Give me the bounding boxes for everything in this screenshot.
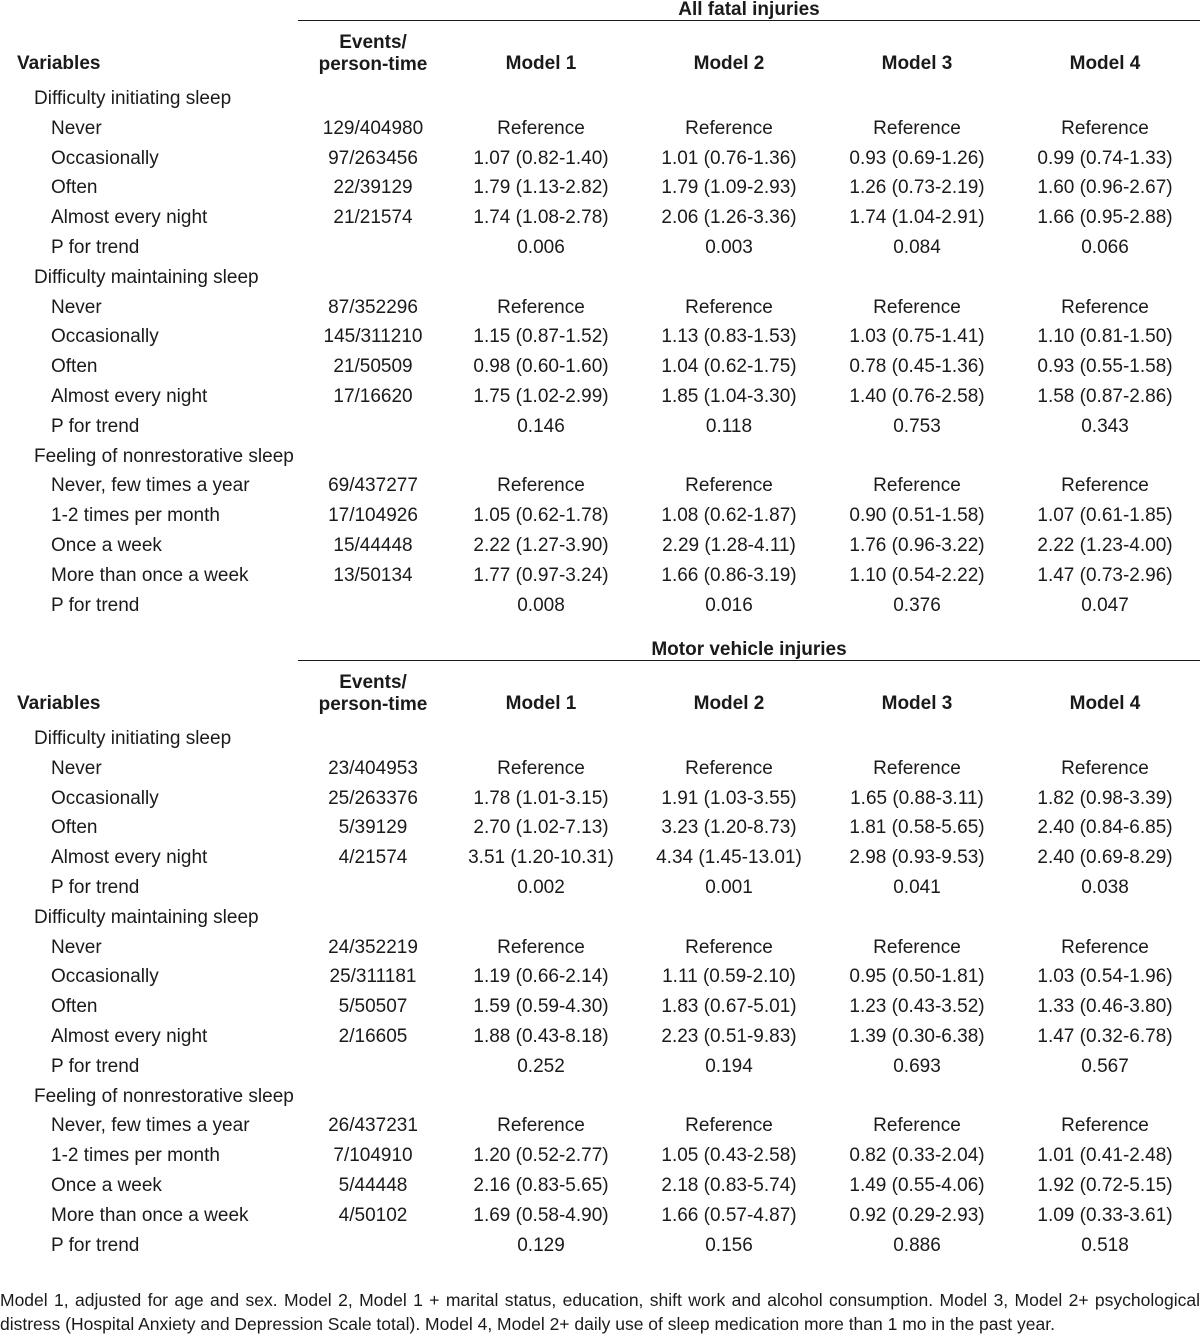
model-3-cell: 1.10 (0.54-2.22) bbox=[849, 564, 985, 586]
table-row bbox=[0, 293, 1200, 323]
table-row bbox=[0, 933, 1200, 963]
table-row bbox=[0, 992, 1200, 1022]
model-2-cell: 2.18 (0.83-5.74) bbox=[661, 1174, 797, 1196]
row-label: Difficulty maintaining sleep bbox=[34, 266, 259, 288]
table-row bbox=[0, 114, 1200, 144]
row-label: Once a week bbox=[51, 534, 162, 556]
model-4-cell: Reference bbox=[1061, 757, 1149, 779]
model-2-cell: 1.08 (0.62-1.87) bbox=[661, 505, 797, 527]
model-4-cell: 0.567 bbox=[1081, 1055, 1129, 1077]
model-3-cell: Reference bbox=[873, 296, 961, 318]
model-1-cell: 0.146 bbox=[517, 415, 565, 437]
table-row bbox=[0, 1111, 1200, 1141]
model-3-cell: 1.74 (1.04-2.91) bbox=[849, 207, 985, 229]
model-4-cell: Reference bbox=[1061, 936, 1149, 958]
table-row bbox=[0, 813, 1200, 843]
model-3-cell: 0.92 (0.29-2.93) bbox=[849, 1204, 985, 1226]
table-row bbox=[0, 1141, 1200, 1171]
model-2-cell: 0.194 bbox=[705, 1055, 753, 1077]
model-3-cell: 1.40 (0.76-2.58) bbox=[849, 385, 985, 407]
model-3-cell: 0.93 (0.69-1.26) bbox=[849, 147, 985, 169]
header-model-1: Model 1 bbox=[505, 693, 577, 714]
model-4-cell: Reference bbox=[1061, 475, 1149, 497]
model-3-cell: 1.81 (0.58-5.65) bbox=[849, 817, 985, 839]
table-row bbox=[0, 471, 1200, 501]
row-label: Often bbox=[51, 817, 98, 839]
row-label: Never, few times a year bbox=[51, 1115, 250, 1137]
header-model-4: Model 4 bbox=[1069, 53, 1141, 74]
table-group-row bbox=[0, 903, 1200, 933]
table-row bbox=[0, 1171, 1200, 1201]
table-row bbox=[0, 1022, 1200, 1052]
row-label: Almost every night bbox=[51, 385, 208, 407]
model-4-cell: 0.93 (0.55-1.58) bbox=[1037, 356, 1173, 378]
model-2-cell: Reference bbox=[685, 117, 773, 139]
header-variables: Variables bbox=[17, 53, 101, 74]
model-3-cell: 1.39 (0.30-6.38) bbox=[849, 1025, 985, 1047]
header-events-line2: person-time bbox=[318, 54, 428, 75]
events-cell: 21/21574 bbox=[333, 207, 413, 229]
model-4-cell: 1.07 (0.61-1.85) bbox=[1037, 505, 1173, 527]
model-2-cell: 1.66 (0.57-4.87) bbox=[661, 1204, 797, 1226]
table-group-row bbox=[0, 724, 1200, 754]
model-2-cell: 1.01 (0.76-1.36) bbox=[661, 147, 797, 169]
model-2-cell: 1.79 (1.09-2.93) bbox=[661, 177, 797, 199]
model-1-cell: 1.59 (0.59-4.30) bbox=[473, 996, 609, 1018]
section-rule bbox=[298, 20, 1200, 21]
model-1-cell: 1.07 (0.82-1.40) bbox=[473, 147, 609, 169]
row-label: Almost every night bbox=[51, 1025, 208, 1047]
row-label: Never, few times a year bbox=[51, 475, 250, 497]
model-2-cell: 0.001 bbox=[705, 876, 753, 898]
events-cell: 87/352296 bbox=[328, 296, 418, 318]
model-3-cell: 0.90 (0.51-1.58) bbox=[849, 505, 985, 527]
model-1-cell: 1.20 (0.52-2.77) bbox=[473, 1145, 609, 1167]
row-label: 1-2 times per month bbox=[51, 1145, 220, 1167]
row-label: P for trend bbox=[51, 876, 140, 898]
row-label: Feeling of nonrestorative sleep bbox=[34, 1085, 294, 1107]
model-1-cell: 0.008 bbox=[517, 594, 565, 616]
model-4-cell: 1.92 (0.72-5.15) bbox=[1037, 1174, 1173, 1196]
table-row bbox=[0, 144, 1200, 174]
row-label: Occasionally bbox=[51, 326, 159, 348]
model-4-cell: 0.518 bbox=[1081, 1234, 1129, 1256]
row-label: Difficulty maintaining sleep bbox=[34, 906, 259, 928]
model-4-cell: 1.66 (0.95-2.88) bbox=[1037, 207, 1173, 229]
events-cell: 22/39129 bbox=[333, 177, 413, 199]
model-1-cell: Reference bbox=[497, 936, 585, 958]
model-3-cell: 0.041 bbox=[893, 876, 941, 898]
model-2-cell: 1.04 (0.62-1.75) bbox=[661, 356, 797, 378]
events-cell: 69/437277 bbox=[328, 475, 418, 497]
table-row bbox=[0, 382, 1200, 412]
header-model-2: Model 2 bbox=[693, 53, 765, 74]
section-rule bbox=[298, 660, 1200, 661]
model-1-cell: 1.88 (0.43-8.18) bbox=[473, 1025, 609, 1047]
model-4-cell: 1.82 (0.98-3.39) bbox=[1037, 787, 1173, 809]
table-row bbox=[0, 561, 1200, 591]
header-variables: Variables bbox=[17, 693, 101, 714]
events-cell: 15/44448 bbox=[333, 534, 413, 556]
model-4-cell: 0.038 bbox=[1081, 876, 1129, 898]
events-cell: 7/104910 bbox=[333, 1145, 413, 1167]
table-row bbox=[0, 843, 1200, 873]
row-label: Never bbox=[51, 296, 102, 318]
model-1-cell: 1.15 (0.87-1.52) bbox=[473, 326, 609, 348]
table-body bbox=[0, 724, 1200, 1260]
model-4-cell: 0.066 bbox=[1081, 236, 1129, 258]
model-2-cell: Reference bbox=[685, 1115, 773, 1137]
events-cell: 4/21574 bbox=[338, 847, 408, 869]
model-2-cell: 1.83 (0.67-5.01) bbox=[661, 996, 797, 1018]
row-label: Never bbox=[51, 936, 102, 958]
model-1-cell: 1.79 (1.13-2.82) bbox=[473, 177, 609, 199]
model-1-cell: 3.51 (1.20-10.31) bbox=[468, 847, 614, 869]
header-events bbox=[298, 672, 448, 716]
model-3-cell: 0.084 bbox=[893, 236, 941, 258]
header-model-1: Model 1 bbox=[505, 53, 577, 74]
header-events-line2: person-time bbox=[318, 694, 428, 715]
model-3-cell: Reference bbox=[873, 936, 961, 958]
table-row bbox=[0, 203, 1200, 233]
row-label: Difficulty initiating sleep bbox=[34, 88, 232, 109]
table-row bbox=[0, 233, 1200, 263]
model-3-cell: 1.65 (0.88-3.11) bbox=[850, 787, 984, 809]
model-3-cell: Reference bbox=[873, 117, 961, 139]
model-1-cell: Reference bbox=[497, 296, 585, 318]
model-1-cell: 0.002 bbox=[517, 876, 565, 898]
events-cell: 5/44448 bbox=[338, 1174, 408, 1196]
model-2-cell: 1.11 (0.59-2.10) bbox=[662, 966, 796, 988]
row-label: Never bbox=[51, 117, 102, 139]
model-4-cell: 1.58 (0.87-2.86) bbox=[1037, 385, 1173, 407]
model-1-cell: 0.129 bbox=[517, 1234, 565, 1256]
table-group-row bbox=[0, 263, 1200, 293]
table-row bbox=[0, 1201, 1200, 1231]
model-3-cell: 0.886 bbox=[893, 1234, 941, 1256]
model-1-cell: 2.22 (1.27-3.90) bbox=[473, 534, 609, 556]
model-1-cell: 2.70 (1.02-7.13) bbox=[473, 817, 609, 839]
model-3-cell: 1.26 (0.73-2.19) bbox=[849, 177, 985, 199]
row-label: Occasionally bbox=[51, 147, 159, 169]
model-3-cell: 0.95 (0.50-1.81) bbox=[849, 966, 985, 988]
table-row bbox=[0, 873, 1200, 903]
table-body bbox=[0, 84, 1200, 620]
model-2-cell: Reference bbox=[685, 475, 773, 497]
events-cell: 4/50102 bbox=[338, 1204, 408, 1226]
events-cell: 26/437231 bbox=[328, 1115, 418, 1137]
model-2-cell: Reference bbox=[685, 296, 773, 318]
events-cell: 5/50507 bbox=[338, 996, 408, 1018]
table-row bbox=[0, 1052, 1200, 1082]
row-label: Often bbox=[51, 356, 98, 378]
row-label: 1-2 times per month bbox=[51, 505, 220, 527]
events-cell: 21/50509 bbox=[333, 356, 413, 378]
model-4-cell: 1.01 (0.41-2.48) bbox=[1037, 1145, 1173, 1167]
table-group-row bbox=[0, 84, 1200, 114]
model-2-cell: Reference bbox=[685, 936, 773, 958]
row-label: P for trend bbox=[51, 1234, 140, 1256]
model-1-cell: 1.74 (1.08-2.78) bbox=[473, 207, 609, 229]
model-3-cell: Reference bbox=[873, 757, 961, 779]
row-label: Often bbox=[51, 177, 98, 199]
header-model-2: Model 2 bbox=[693, 693, 765, 714]
model-3-cell: 0.82 (0.33-2.04) bbox=[849, 1145, 985, 1167]
header-model-3: Model 3 bbox=[881, 693, 953, 714]
header-events-line1: Events/ bbox=[339, 672, 407, 693]
model-2-cell: 0.156 bbox=[705, 1234, 753, 1256]
table-row bbox=[0, 173, 1200, 203]
model-1-cell: 0.98 (0.60-1.60) bbox=[473, 356, 609, 378]
table-row bbox=[0, 501, 1200, 531]
model-1-cell: 1.77 (0.97-3.24) bbox=[473, 564, 609, 586]
model-2-cell: 1.13 (0.83-1.53) bbox=[661, 326, 797, 348]
row-label: Difficulty initiating sleep bbox=[34, 728, 232, 749]
model-3-cell: 2.98 (0.93-9.53) bbox=[849, 847, 985, 869]
model-2-cell: Reference bbox=[685, 757, 773, 779]
model-1-cell: Reference bbox=[497, 1115, 585, 1137]
model-4-cell: 2.40 (0.84-6.85) bbox=[1037, 817, 1173, 839]
model-1-cell: 1.19 (0.66-2.14) bbox=[473, 966, 609, 988]
model-2-cell: 1.66 (0.86-3.19) bbox=[661, 564, 797, 586]
events-cell: 23/404953 bbox=[328, 757, 418, 779]
events-cell: 145/311210 bbox=[323, 326, 423, 348]
row-label: P for trend bbox=[51, 1055, 140, 1077]
row-label: More than once a week bbox=[51, 1204, 249, 1226]
model-1-cell: Reference bbox=[497, 757, 585, 779]
model-3-cell: Reference bbox=[873, 1115, 961, 1137]
row-label: Feeling of nonrestorative sleep bbox=[34, 445, 294, 467]
model-4-cell: 1.03 (0.54-1.96) bbox=[1037, 966, 1173, 988]
row-label: Occasionally bbox=[51, 966, 159, 988]
model-1-cell: 2.16 (0.83-5.65) bbox=[473, 1174, 609, 1196]
section-title: Motor vehicle injuries bbox=[651, 639, 847, 660]
table-row bbox=[0, 962, 1200, 992]
table-row bbox=[0, 322, 1200, 352]
row-label: Almost every night bbox=[51, 847, 208, 869]
model-2-cell: 1.05 (0.43-2.58) bbox=[661, 1145, 797, 1167]
events-cell: 5/39129 bbox=[338, 817, 408, 839]
events-cell: 17/16620 bbox=[333, 385, 413, 407]
header-model-3: Model 3 bbox=[881, 53, 953, 74]
model-4-cell: 0.343 bbox=[1081, 415, 1129, 437]
row-label: P for trend bbox=[51, 594, 140, 616]
model-1-cell: 1.75 (1.02-2.99) bbox=[473, 385, 609, 407]
table-footnote: Model 1, adjusted for age and sex. Model 2, Model 1 + marital status, education, shift work and alcohol consumption. Model 3, Model 2+ psychological distress (Hospital Anxiety and Depression Scale total). Model 4, Model 2+ daily use of sleep medication more than 1 mo in the past year. bbox=[0, 1290, 1200, 1334]
model-3-cell: 1.03 (0.75-1.41) bbox=[849, 326, 985, 348]
table-row bbox=[0, 531, 1200, 561]
events-cell: 129/404980 bbox=[322, 117, 424, 139]
model-2-cell: 4.34 (1.45-13.01) bbox=[656, 847, 802, 869]
events-cell: 17/104926 bbox=[328, 505, 418, 527]
model-4-cell: 0.99 (0.74-1.33) bbox=[1037, 147, 1173, 169]
model-3-cell: Reference bbox=[873, 475, 961, 497]
model-4-cell: 1.47 (0.32-6.78) bbox=[1037, 1025, 1173, 1047]
header-events-line1: Events/ bbox=[339, 32, 407, 53]
model-3-cell: 0.78 (0.45-1.36) bbox=[849, 356, 985, 378]
model-4-cell: 1.47 (0.73-2.96) bbox=[1037, 564, 1173, 586]
model-3-cell: 1.49 (0.55-4.06) bbox=[849, 1174, 985, 1196]
table-row bbox=[0, 412, 1200, 442]
model-2-cell: 0.016 bbox=[705, 594, 753, 616]
model-4-cell: 2.40 (0.69-8.29) bbox=[1037, 847, 1173, 869]
model-3-cell: 1.76 (0.96-3.22) bbox=[849, 534, 985, 556]
model-4-cell: 1.60 (0.96-2.67) bbox=[1037, 177, 1173, 199]
row-label: Almost every night bbox=[51, 207, 208, 229]
model-2-cell: 2.23 (0.51-9.83) bbox=[661, 1025, 797, 1047]
events-cell: 25/263376 bbox=[328, 787, 418, 809]
table-group-row bbox=[0, 442, 1200, 472]
model-3-cell: 1.23 (0.43-3.52) bbox=[849, 996, 985, 1018]
model-4-cell: 1.33 (0.46-3.80) bbox=[1037, 996, 1173, 1018]
table-row bbox=[0, 754, 1200, 784]
row-label: Occasionally bbox=[51, 787, 159, 809]
model-3-cell: 0.693 bbox=[893, 1055, 941, 1077]
table-group-row bbox=[0, 1082, 1200, 1112]
events-cell: 97/263456 bbox=[328, 147, 418, 169]
model-4-cell: Reference bbox=[1061, 1115, 1149, 1137]
model-2-cell: 2.06 (1.26-3.36) bbox=[661, 207, 797, 229]
model-4-cell: 2.22 (1.23-4.00) bbox=[1037, 534, 1173, 556]
table-row bbox=[0, 1231, 1200, 1261]
row-label: Once a week bbox=[51, 1174, 162, 1196]
model-4-cell: Reference bbox=[1061, 117, 1149, 139]
row-label: Often bbox=[51, 996, 98, 1018]
model-2-cell: 3.23 (1.20-8.73) bbox=[661, 817, 797, 839]
row-label: P for trend bbox=[51, 415, 140, 437]
section-title: All fatal injuries bbox=[678, 0, 820, 20]
model-2-cell: 0.118 bbox=[705, 415, 753, 437]
row-label: More than once a week bbox=[51, 564, 249, 586]
model-1-cell: 0.252 bbox=[517, 1055, 565, 1077]
model-4-cell: 0.047 bbox=[1081, 594, 1129, 616]
model-1-cell: 1.05 (0.62-1.78) bbox=[473, 505, 609, 527]
model-2-cell: 1.85 (1.04-3.30) bbox=[661, 385, 797, 407]
model-4-cell: Reference bbox=[1061, 296, 1149, 318]
header-model-4: Model 4 bbox=[1069, 693, 1141, 714]
model-3-cell: 0.753 bbox=[893, 415, 941, 437]
model-1-cell: 0.006 bbox=[517, 236, 565, 258]
model-2-cell: 2.29 (1.28-4.11) bbox=[662, 534, 796, 556]
table-row bbox=[0, 591, 1200, 621]
model-1-cell: Reference bbox=[497, 117, 585, 139]
model-2-cell: 1.91 (1.03-3.55) bbox=[661, 787, 797, 809]
model-3-cell: 0.376 bbox=[893, 594, 941, 616]
table-row bbox=[0, 352, 1200, 382]
model-4-cell: 1.10 (0.81-1.50) bbox=[1037, 326, 1173, 348]
header-events bbox=[298, 32, 448, 76]
events-cell: 13/50134 bbox=[333, 564, 413, 586]
model-2-cell: 0.003 bbox=[705, 236, 753, 258]
model-1-cell: 1.78 (1.01-3.15) bbox=[473, 787, 609, 809]
model-4-cell: 1.09 (0.33-3.61) bbox=[1037, 1204, 1173, 1226]
events-cell: 25/311181 bbox=[329, 966, 417, 988]
events-cell: 24/352219 bbox=[328, 936, 418, 958]
row-label: P for trend bbox=[51, 236, 140, 258]
row-label: Never bbox=[51, 757, 102, 779]
model-1-cell: 1.69 (0.58-4.90) bbox=[473, 1204, 609, 1226]
table-row bbox=[0, 784, 1200, 814]
model-1-cell: Reference bbox=[497, 475, 585, 497]
events-cell: 2/16605 bbox=[338, 1025, 408, 1047]
